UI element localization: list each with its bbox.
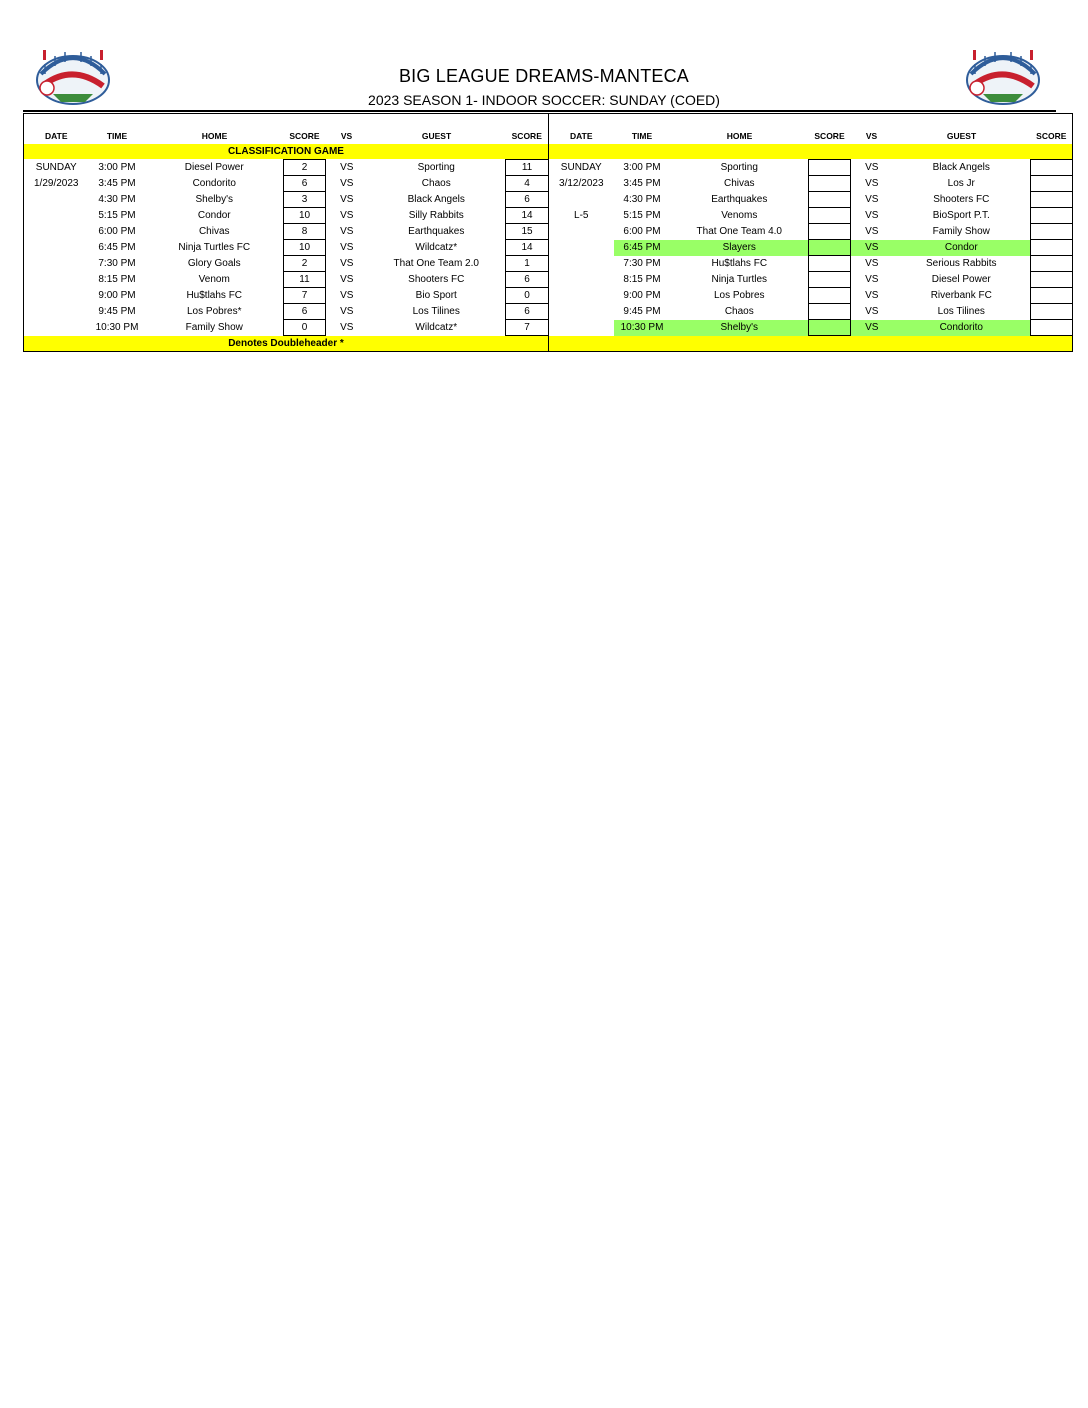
guest-team: BioSport P.T. [932,209,990,221]
guest-team: Wildcatz* [415,321,458,333]
home-score: 10 [284,240,326,256]
game-time: 3:00 PM [623,161,661,173]
col-time: TIME [106,131,128,141]
guest-score: 11 [506,160,549,176]
guest-team: Los Tilines [937,305,985,317]
right-banner [549,144,1073,160]
home-score [809,320,851,336]
footer-row [24,336,1073,352]
home-team: Ninja Turtles [711,273,768,285]
guest-team: That One Team 2.0 [393,257,479,269]
col-date: DATE [570,131,593,141]
guest-team: Family Show [932,225,990,237]
col-date: DATE [24,128,89,144]
col-score: SCORE [289,131,320,141]
game-time: 7:30 PM [98,257,136,269]
game-date [549,320,614,336]
vs-label: VS [865,209,879,221]
vs-label: VS [340,257,354,269]
doubleheader-note: Denotes Doubleheader * [24,336,549,352]
game-date [549,192,614,208]
guest-score: 14 [506,208,549,224]
home-score: 7 [284,288,326,304]
home-team: Shelby's [671,320,809,336]
guest-team: Riverbank FC [930,289,992,301]
guest-team: Diesel Power [931,273,991,285]
spacer-row [24,114,1073,129]
game-time: 3:00 PM [98,161,136,173]
guest-team: Black Angels [932,161,990,173]
game-date [24,288,89,304]
home-team: Earthquakes [711,193,768,205]
guest-team: Shooters FC [408,273,465,285]
vs-label: VS [340,321,354,333]
home-score [809,208,851,224]
vs-label: VS [340,305,354,317]
guest-score [1031,256,1073,272]
guest-team: Silly Rabbits [408,209,464,221]
game-date [24,224,89,240]
guest-score [1031,320,1073,336]
vs-label: VS [340,193,354,205]
col-score: SCORE [814,131,845,141]
col-home: HOME [726,131,753,141]
col-guest: GUEST [421,131,452,141]
column-header-row [24,128,1073,144]
home-team: Family Show [185,321,243,333]
game-time: 10:30 PM [95,321,139,333]
guest-team: Chaos [421,177,451,189]
vs-label: VS [340,289,354,301]
guest-team: Black Angels [407,193,465,205]
vs-label: VS [340,241,354,253]
guest-team: Los Jr [947,177,975,189]
game-time: 10:30 PM [614,320,671,336]
game-date: 1/29/2023 [24,176,89,192]
vs-label: VS [865,161,879,173]
game-row [24,288,1073,304]
home-team: Venoms [721,209,758,221]
vs-label: VS [340,209,354,221]
guest-team: Wildcatz* [415,241,458,253]
classification-banner: CLASSIFICATION GAME [24,144,549,160]
game-time: 6:45 PM [614,240,671,256]
guest-score: 4 [506,176,549,192]
home-team: That One Team 4.0 [696,225,782,237]
game-row [24,240,1073,256]
game-time: 9:45 PM [98,305,136,317]
guest-team: Sporting [417,161,455,173]
col-time: TIME [631,131,653,141]
game-time: 6:45 PM [98,241,136,253]
game-date [24,304,89,320]
guest-score: 14 [506,240,549,256]
home-team: Diesel Power [184,161,244,173]
game-time: 9:00 PM [98,289,136,301]
guest-score [1031,224,1073,240]
vs-label: VS [865,273,879,285]
vs-label: VS [865,305,879,317]
game-date [549,304,614,320]
vs-label: VS [865,289,879,301]
home-team: Condorito [192,177,236,189]
home-team: Ninja Turtles FC [178,241,251,253]
guest-score [1031,272,1073,288]
home-score: 2 [284,160,326,176]
game-row [24,224,1073,240]
game-time: 9:00 PM [623,289,661,301]
game-date [549,224,614,240]
game-time: 8:15 PM [98,273,136,285]
title-rule [23,110,1056,112]
guest-score [1031,304,1073,320]
home-score: 0 [284,320,326,336]
game-time: 3:45 PM [98,177,136,189]
col-vs: VS [865,131,878,141]
game-date [24,192,89,208]
guest-score [1031,176,1073,192]
home-team: Chivas [723,177,755,189]
home-team: Glory Goals [187,257,241,269]
game-date [549,256,614,272]
game-date [24,240,89,256]
home-score [809,272,851,288]
home-team: Hu$tlahs FC [711,257,768,269]
home-score: 11 [284,272,326,288]
game-time: 8:15 PM [623,273,661,285]
game-date: SUNDAY [560,161,602,173]
col-score: SCORE [1031,128,1073,144]
game-date [24,320,89,336]
home-score: 8 [284,224,326,240]
home-score [809,304,851,320]
guest-score: 6 [506,304,549,320]
home-score: 6 [284,304,326,320]
game-date [549,240,614,256]
vs-label: VS [865,177,879,189]
home-team: Los Pobres* [187,305,242,317]
guest-team: Serious Rabbits [925,257,997,269]
vs-label: VS [340,161,354,173]
game-time: 6:00 PM [98,225,136,237]
vs-label: VS [851,240,893,256]
game-row [24,304,1073,320]
home-score [809,288,851,304]
vs-label: VS [865,225,879,237]
game-time: 5:15 PM [98,209,136,221]
vs-label: VS [851,320,893,336]
banner-row [24,144,1073,160]
home-team: Chaos [724,305,754,317]
home-team: Condor [197,209,231,221]
home-team: Sporting [720,161,758,173]
home-score: 3 [284,192,326,208]
guest-score: 6 [506,272,549,288]
home-team: Los Pobres [713,289,765,301]
game-time: 7:30 PM [623,257,661,269]
guest-team: Shooters FC [933,193,990,205]
home-team: Shelby's [195,193,233,205]
home-score: 10 [284,208,326,224]
home-score [809,176,851,192]
home-team: Hu$tlahs FC [186,289,243,301]
game-row [24,272,1073,288]
guest-score: 7 [506,320,549,336]
vs-label: VS [340,273,354,285]
guest-score [1031,208,1073,224]
vs-label: VS [865,193,879,205]
game-time: 5:15 PM [623,209,661,221]
game-time: 3:45 PM [623,177,661,189]
col-home: HOME [201,131,228,141]
home-score [809,192,851,208]
col-vs: VS [340,131,353,141]
game-row [24,256,1073,272]
game-row [24,176,1073,192]
home-score [809,256,851,272]
col-score: SCORE [506,128,549,144]
game-date [549,272,614,288]
game-row [24,192,1073,208]
game-date [549,288,614,304]
home-team: Chivas [198,225,230,237]
page-title: BIG LEAGUE DREAMS-MANTECA [398,66,690,86]
game-date [24,256,89,272]
game-date [24,272,89,288]
guest-team: Bio Sport [415,289,457,301]
guest-team: Earthquakes [408,225,465,237]
col-guest: GUEST [946,131,977,141]
home-score: 2 [284,256,326,272]
home-score [809,224,851,240]
home-score [809,160,851,176]
game-row [24,320,1073,336]
schedule-table [23,113,1073,352]
footer-right [549,336,1073,352]
game-time: 9:45 PM [623,305,661,317]
home-score [809,240,851,256]
game-date: L-5 [574,209,589,221]
game-time: 6:00 PM [623,225,661,237]
game-time: 4:30 PM [98,193,136,205]
home-team: Slayers [671,240,809,256]
home-team: Venom [198,273,230,285]
guest-score: 1 [506,256,549,272]
vs-label: VS [340,225,354,237]
guest-team: Condorito [893,320,1031,336]
vs-label: VS [340,177,354,189]
guest-score: 15 [506,224,549,240]
home-score: 6 [284,176,326,192]
game-row [24,160,1073,176]
guest-score [1031,288,1073,304]
guest-score [1031,192,1073,208]
game-date [24,208,89,224]
game-date: SUNDAY [24,160,89,176]
guest-score: 6 [506,192,549,208]
guest-team: Condor [893,240,1031,256]
page-subtitle: 2023 SEASON 1- INDOOR SOCCER: SUNDAY (COED) [368,92,720,108]
guest-score: 0 [506,288,549,304]
guest-score [1031,160,1073,176]
game-date: 3/12/2023 [559,177,604,189]
vs-label: VS [865,257,879,269]
guest-score [1031,240,1073,256]
guest-team: Los Tilines [412,305,460,317]
game-time: 4:30 PM [623,193,661,205]
game-row [24,208,1073,224]
